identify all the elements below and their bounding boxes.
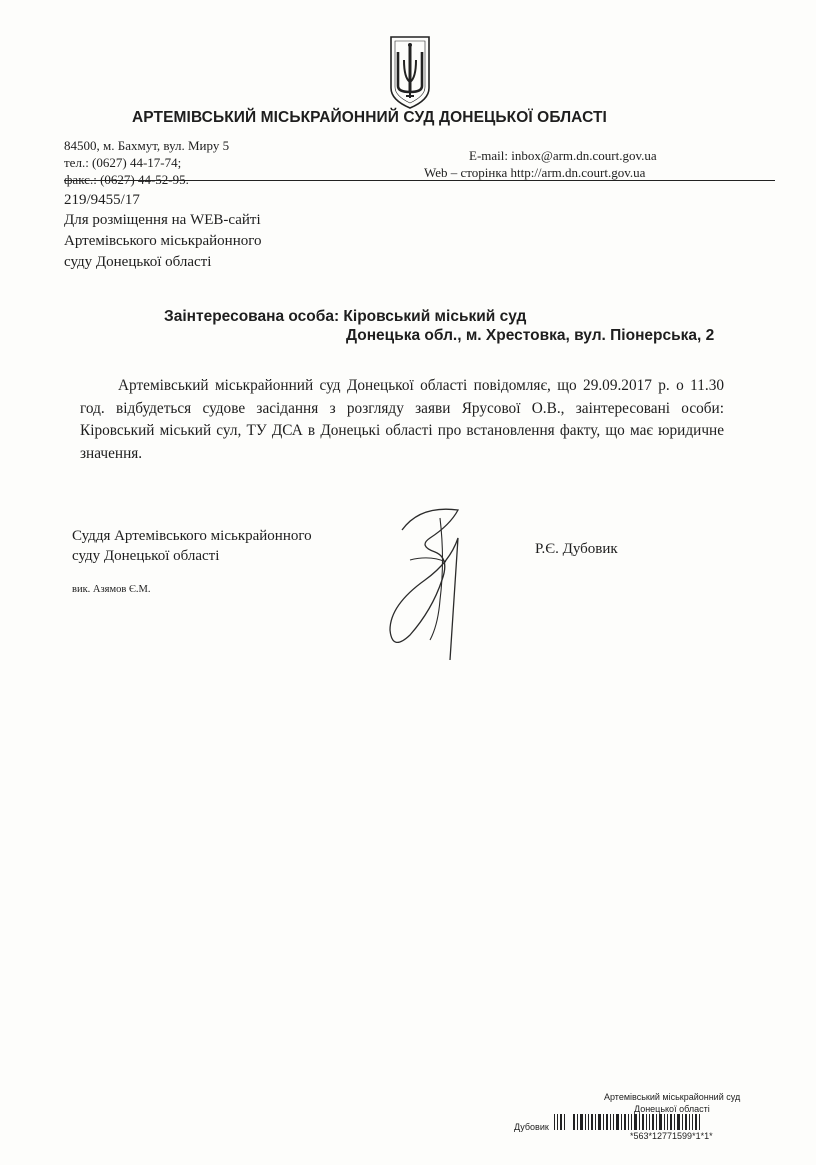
coat-of-arms-icon [388, 34, 432, 110]
court-name-heading: АРТЕМІВСЬКИЙ МІСЬКРАЙОННИЙ СУД ДОНЕЦЬКОЇ ОБЛАСТІ [132, 109, 607, 126]
barcode [554, 1114, 702, 1130]
case-number: 219/9455/17 [64, 192, 140, 208]
interested-party-line-1: Заінтересована особа: Кіровський міський суд [164, 308, 527, 325]
placement-line-3: суду Донецької області [64, 254, 212, 270]
court-email: E-mail: inbox@arm.dn.court.gov.ua [469, 148, 657, 163]
footer-stamp-line-2: Донецької області [634, 1104, 710, 1114]
handwritten-signature-icon [380, 500, 490, 670]
court-address: 84500, м. Бахмут, вул. Миру 5 [64, 138, 230, 153]
court-phone: тел.: (0627) 44-17-74; [64, 155, 182, 170]
court-website: Web – сторінка http://arm.dn.court.gov.ua [424, 165, 646, 180]
signature-title-line-2: суду Донецької області [72, 548, 220, 564]
interested-party-line-2: Донецька обл., м. Хрестовка, вул. Піонерська, 2 [346, 327, 715, 344]
court-fax: факс.: (0627) 44-52-95. [64, 172, 189, 187]
notice-body: Артемівський міськрайонний суд Донецької області повідомляє, що 29.09.2017 р. о 11.30 год. відбудеться судове засідання з розгляду заяви Ярусової О.В., заінтересовані особи: Кіровський міський сул, ТУ ДСА в Донецькі області про встановлення факту, що має юридичне значення. [80, 377, 724, 462]
header-divider [64, 180, 775, 181]
placement-line-2: Артемівського міськрайонного [64, 233, 262, 249]
placement-line-1: Для розміщення на WEB-сайті [64, 212, 261, 228]
executor-note: вик. Азямов Є.М. [72, 584, 151, 595]
signature-name: Р.Є. Дубовик [535, 541, 618, 557]
footer-judge: Дубовик [514, 1122, 549, 1132]
footer-stamp-line-1: Артемівський міськрайонний суд [604, 1092, 741, 1102]
barcode-number: *563*12771599*1*1* [630, 1131, 713, 1141]
signature-title-line-1: Суддя Артемівського міськрайонного [72, 528, 312, 544]
